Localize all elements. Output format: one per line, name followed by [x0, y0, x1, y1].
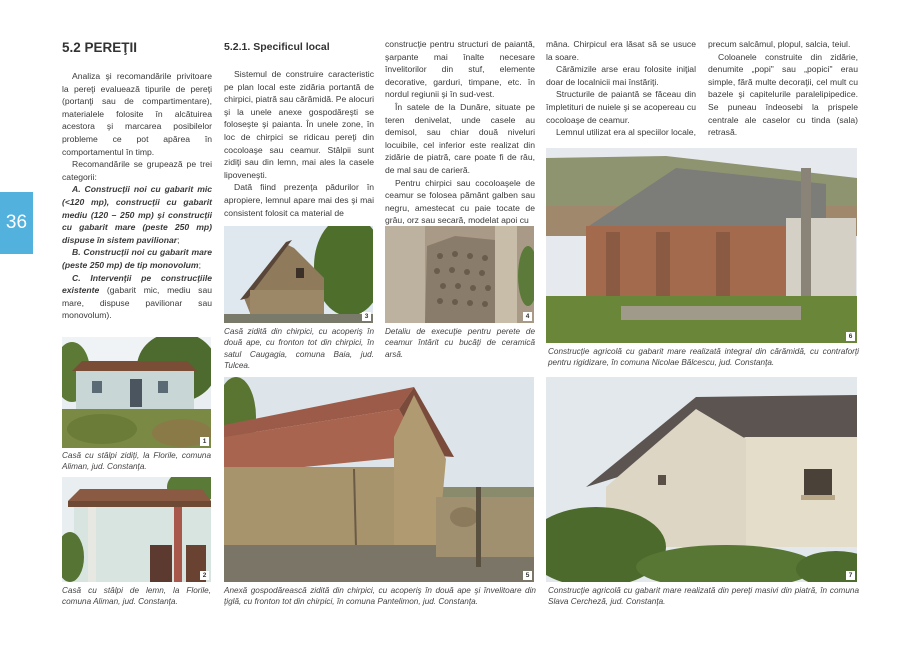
column-1: [62, 40, 212, 322]
category-a-text: A. Construcţii noi cu gabarit mic (<120 mp), construcţii cu gabarit mediu (120 – 250 mp) şi construcţii cu gabarit mare (peste 250 mp) dispuse în sistem pavilionar: [62, 184, 212, 245]
category-b-text: B. Construcţii noi cu gabarit mare (peste 250 mp) de tip monovolum: [62, 247, 212, 270]
photo-brick-agricultural-building: [546, 148, 857, 343]
paragraph: Cărămizile arse erau folosite iniţial doar de localnicii mai înstăriţi.: [546, 64, 696, 87]
column-5: [708, 38, 858, 139]
paragraph: mâna. Chirpicul era lăsat să se usuce la soare.: [546, 39, 696, 62]
paragraph: Pentru chirpici sau cocoloaşele de ceamur se folosea pământ galben sau negru, amestecat cu paie tocate de grâu, orz sau secară, modelat apoi cu: [385, 177, 535, 226]
column-3: [385, 38, 535, 227]
paragraph: Sistemul de construire caracteristic pe plan local este zidăria portantă de chirpici, piatră sau cărămidă. Pe alocuri şi la unele anexe gospodăreşti se foloseşte şi paianta. În unele zone, în loc de chirpici se ridicau pereţi din cocoloaşe sau ceamur. Stâlpii sunt zidiţi sau din lemn, mai ales la casele lipoveneşti.: [224, 69, 374, 180]
photo-caption: Detaliu de execuţie pentru perete de ceamur întărit cu bucăţi de ceramică arsă.: [385, 327, 535, 359]
subsection-title: 5.2.1. Specificul local: [224, 41, 330, 53]
paragraph: precum salcâmul, plopul, salcia, teiul.: [708, 39, 851, 49]
separator: ;: [198, 259, 201, 270]
photo-stone-agricultural-building: [546, 377, 857, 582]
photo-number: 2: [200, 571, 209, 580]
paragraph: Structurile de paiantă se făceau din împletituri de nuiele şi se acopereau cu cocoloaşe de ceamur.: [546, 89, 696, 125]
photo-house-brick-pillars: [62, 337, 211, 448]
paragraph: Dată fiind prezenţa pădurilor în apropiere, lemnul apare mai des şi mai consistent folosit ca material de: [224, 182, 374, 218]
photo-number: 3: [362, 312, 371, 321]
paragraph: Recomandările se grupează pe trei categorii:: [62, 159, 212, 182]
column-4: [546, 38, 696, 139]
photo-house-wooden-pillars: [62, 477, 211, 582]
paragraph: construcţie pentru structuri de paiantă, şarpante mai înalte necesare învelitorilor din stuf, elemente decorative, garduri, timpane, etc. în nordul regiunii şi în sud-vest.: [385, 39, 535, 100]
photo-caption: Casă zidită din chirpici, cu acoperiş în două ape, cu fronton tot din chirpici, în satul Caugagia, comuna Baia, jud. Tulcea.: [224, 327, 374, 371]
paragraph: Analiza şi recomandările privitoare la pereţi evaluează tipurile de pereţi (portanţi sau de compartimentare), materialele folosite în alcătuirea acestora şi marcarea posibilelor probleme ce pot apărea în comportamentul în timp.: [62, 71, 212, 157]
column-2: [224, 40, 374, 219]
separator: ;: [177, 234, 180, 245]
photo-number: 4: [523, 312, 532, 321]
paragraph: În satele de la Dunăre, situate pe teren denivelat, unde casele au demisol, sau chiar două niveluri locuibile, cel inferior este realizat din zidărie de piatră, care poate fi de râu, de mal sau de carieră.: [385, 101, 535, 175]
category-c: [62, 272, 212, 322]
category-c-rest: (gabarit mic, mediu sau mare, dispuse pavilionar sau monovolum).: [62, 285, 212, 321]
paragraph: Lemnul utilizat era al speciilor locale,: [556, 127, 696, 138]
page-number-tab: 36: [0, 192, 33, 254]
category-b: [62, 246, 212, 271]
photo-ceamur-detail: [385, 226, 534, 323]
photo-caption: Casă cu stâlpi de lemn, la Florile, comuna Aliman, jud. Constanţa.: [62, 586, 211, 607]
paragraph: Coloanele construite din zidărie, denumite „popi" sau „popici" erau simple, fără multe decoraţii, cel mult cu bazele şi capitelurile paralelipipedice. Se puneau îndeosebi la prispele centrale ale caselor cu tinda (sala) retrasă.: [708, 51, 858, 138]
photo-number: 7: [846, 571, 855, 580]
photo-caption: Construcţie agricolă cu gabarit mare realizată integral din cărămidă, cu contraforţi pentru rigidizare, în comuna Nicolae Bălcescu, jud. Constanţa.: [548, 347, 859, 368]
photo-number: 6: [846, 332, 855, 341]
category-a: [62, 183, 212, 246]
photo-caption: Casă cu stâlpi zidiţi, la Florile, comuna Aliman, jud. Constanţa.: [62, 451, 211, 472]
photo-caption: Construcţie agricolă cu gabarit mare realizată din pereţi masivi din piatră, în comuna Slava Cercheză, jud. Constanţa.: [548, 586, 859, 607]
photo-annex-chirpici: [224, 377, 534, 582]
photo-number: 5: [523, 571, 532, 580]
photo-chirpici-house: [224, 226, 373, 323]
category-c-bold: C. Intervenţii pe construcţiile existente: [62, 272, 212, 296]
photo-number: 1: [200, 437, 209, 446]
section-title: 5.2 PEREŢII: [62, 40, 138, 55]
photo-caption: Anexă gospodărească zidită din chirpici, cu acoperiş în două ape şi învelitoare din ţiglă, cu fronton tot din chirpici, în comuna Pantelimon, jud. Constanţa.: [224, 586, 536, 607]
